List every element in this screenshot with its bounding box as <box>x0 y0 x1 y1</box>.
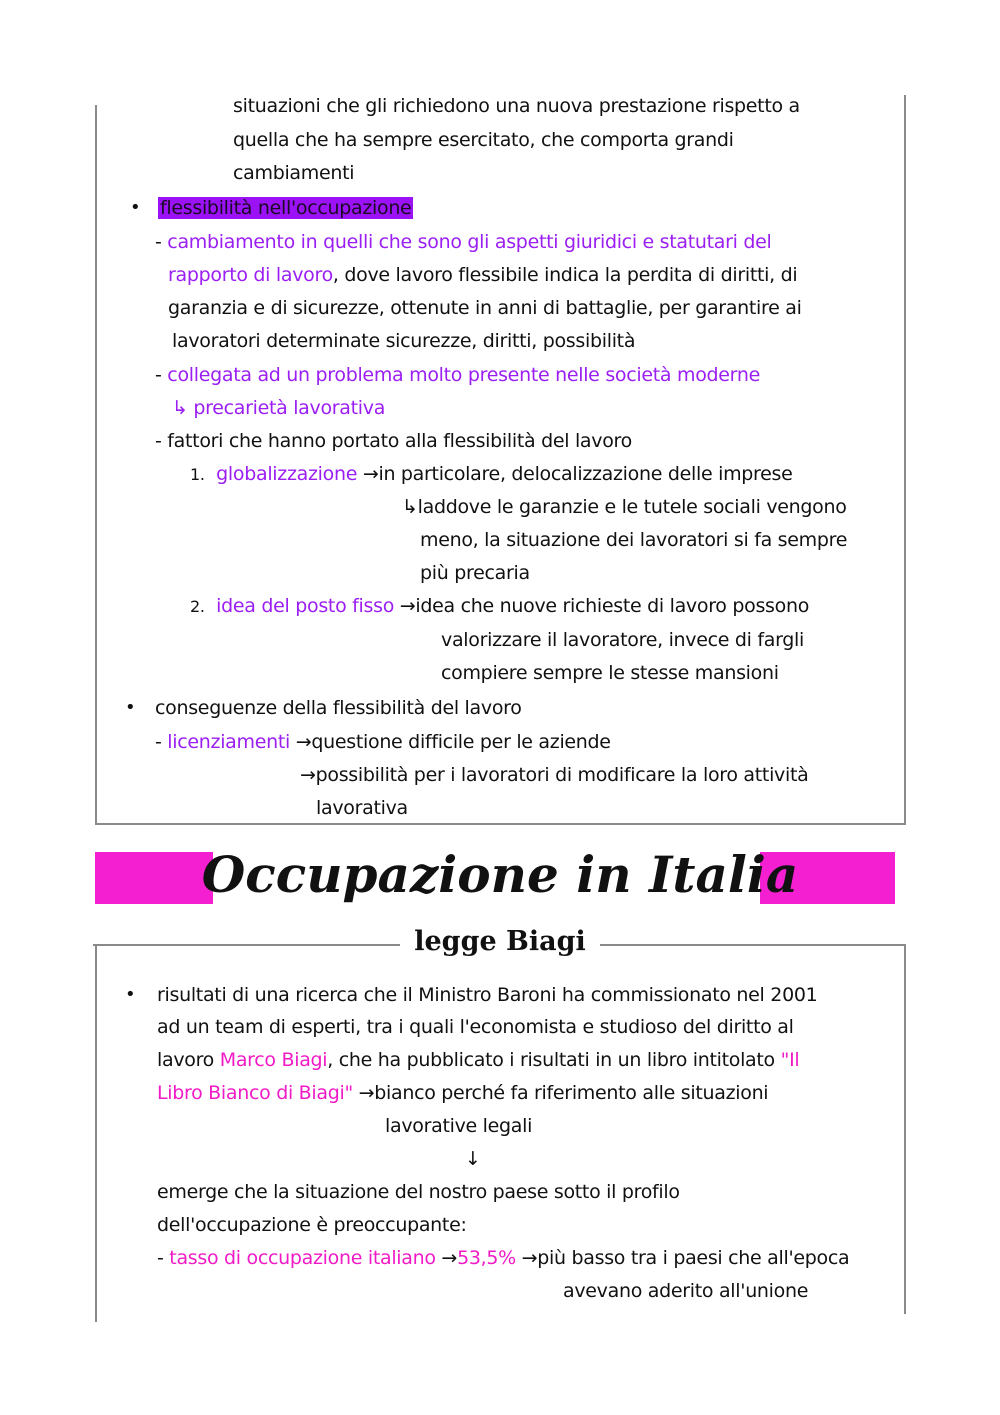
factor-2-sub: valorizzare il lavoratore, invece di fargli <box>441 629 805 651</box>
flex-paragraph: rapporto di lavoro, dove lavoro flessibile indica la perdita di diritti, di <box>168 264 798 286</box>
bullet-dot: • <box>130 197 141 218</box>
bullet-dot: • <box>125 984 136 1005</box>
biagi-paragraph: Libro Bianco di Biagi" →bianco perché fa riferimento alle situazioni <box>157 1082 769 1104</box>
consequences-heading: conseguenze della flessibilità del lavoro <box>155 697 522 719</box>
frame-bottom-line <box>95 823 906 825</box>
down-arrow: ↓ <box>465 1148 481 1170</box>
intro-line: quella che ha sempre esercitato, che comporta grandi <box>233 129 734 151</box>
biagi-paragraph: lavoro Marco Biagi, che ha pubblicato i risultati in un libro intitolato "Il <box>157 1049 800 1071</box>
page-title: Occupazione in Italia <box>201 845 799 904</box>
occupation-rate: - tasso di occupazione italiano →53,5% →più basso tra i paesi che all'epoca <box>157 1247 850 1269</box>
factor-1-sub: più precaria <box>420 562 530 584</box>
factor-1: 1. globalizzazione →in particolare, delocalizzazione delle imprese <box>190 463 793 485</box>
biagi-paragraph: lavorative legali <box>385 1115 533 1137</box>
factors-heading: - fattori che hanno portato alla flessibilità del lavoro <box>155 430 632 452</box>
biagi-result: emerge che la situazione del nostro paese sotto il profilo <box>157 1181 680 1203</box>
biagi-result: dell'occupazione è preoccupante: <box>157 1214 467 1236</box>
biagi-paragraph: risultati di una ricerca che il Ministro Baroni ha commissionato nel 2001 <box>157 984 818 1006</box>
flex-precarieta: ↳ precarietà lavorativa <box>172 397 386 419</box>
consequences-sub: →possibilità per i lavoratori di modificare la loro attività <box>300 764 809 786</box>
consequences-sub: lavorativa <box>316 797 408 819</box>
flex-problem: - collegata ad un problema molto presente nelle società moderne <box>155 364 760 386</box>
factor-2: 2. idea del posto fisso →idea che nuove richieste di lavoro possono <box>190 595 810 617</box>
flex-paragraph: - cambiamento in quelli che sono gli aspetti giuridici e statutari del <box>155 231 772 253</box>
bullet-dot: • <box>125 697 136 718</box>
frame-right-line <box>904 95 906 825</box>
consequences-licenziamenti: - licenziamenti →questione difficile per le aziende <box>155 731 611 753</box>
heading-flessibilita: flessibilità nell'occupazione <box>160 197 412 219</box>
factor-1-sub: meno, la situazione dei lavoratori si fa sempre <box>420 529 848 551</box>
frame-left-line <box>95 105 97 825</box>
flex-paragraph: lavoratori determinate sicurezze, diritti, possibilità <box>172 330 636 352</box>
section-subtitle: legge Biagi <box>400 922 600 962</box>
biagi-paragraph: ad un team di esperti, tra i quali l'economista e studioso del diritto al <box>157 1016 794 1038</box>
flex-paragraph: garanzia e di sicurezze, ottenute in anni di battaglie, per garantire ai <box>168 297 802 319</box>
intro-line: situazioni che gli richiedono una nuova prestazione rispetto a <box>233 95 800 117</box>
intro-line: cambiamenti <box>233 162 355 184</box>
frame2-left-line <box>95 944 97 1322</box>
frame2-right-line <box>904 944 906 1314</box>
factor-2-sub: compiere sempre le stesse mansioni <box>441 662 779 684</box>
occupation-rate-sub: avevano aderito all'unione <box>563 1280 809 1302</box>
factor-1-sub: ↳laddove le garanzie e le tutele sociali vengono <box>402 496 847 518</box>
